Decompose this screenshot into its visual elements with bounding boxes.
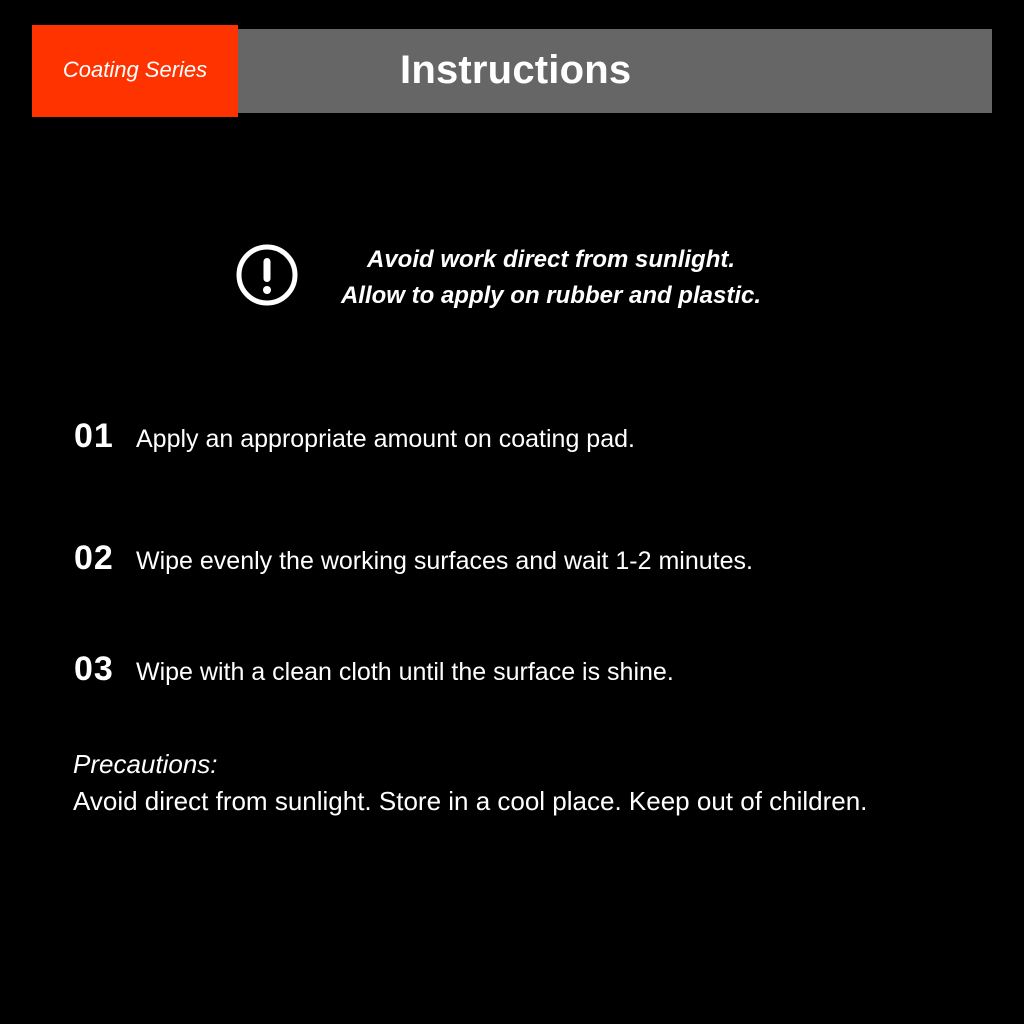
step-text: Wipe with a clean cloth until the surface is shine. bbox=[136, 658, 674, 686]
precautions-title: Precautions: bbox=[73, 749, 218, 779]
step-number: 01 bbox=[74, 417, 114, 455]
precautions-section bbox=[73, 746, 867, 820]
warning-notice bbox=[316, 242, 786, 314]
step-2 bbox=[74, 539, 753, 578]
warning-line-2: Allow to apply on rubber and plastic. bbox=[340, 282, 762, 309]
exclamation-circle-icon bbox=[235, 243, 299, 307]
step-text: Wipe evenly the working surfaces and wait 1-2 minutes. bbox=[136, 547, 753, 575]
page-title: Instructions bbox=[400, 48, 632, 92]
warning-line-1: Avoid work direct from sunlight. bbox=[366, 246, 736, 273]
series-label: Coating Series bbox=[62, 57, 208, 82]
step-number: 03 bbox=[74, 650, 114, 688]
step-number: 02 bbox=[74, 539, 114, 577]
step-1 bbox=[74, 417, 635, 456]
step-3 bbox=[74, 650, 674, 689]
precautions-text: Avoid direct from sunlight. Store in a cool place. Keep out of children. bbox=[73, 786, 868, 816]
step-text: Apply an appropriate amount on coating pad. bbox=[136, 425, 635, 453]
series-badge bbox=[32, 25, 238, 117]
